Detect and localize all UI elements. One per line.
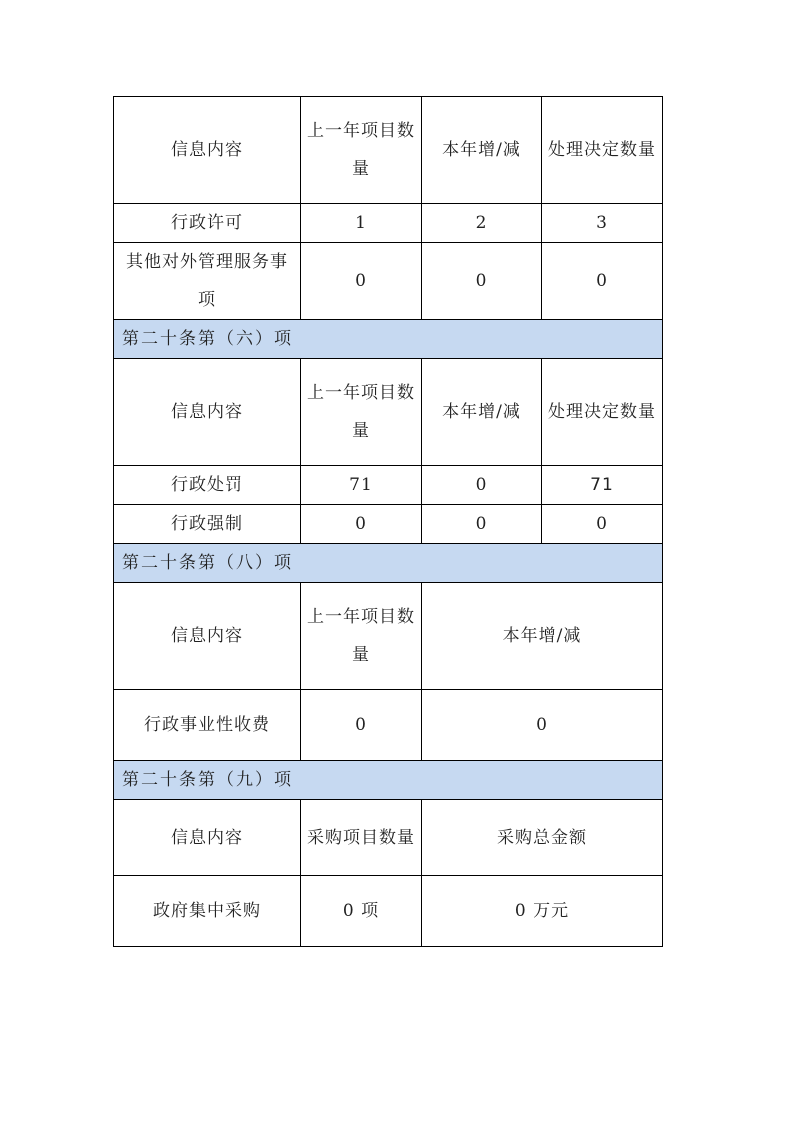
cell-value: 0 [422,690,663,761]
header-year-change: 本年增/减 [422,359,542,466]
cell-value: 0 [422,466,542,505]
table-row [114,466,663,505]
cell-value: 0 [422,243,542,320]
section-row [114,544,663,583]
table-row [114,690,663,761]
section-title: 第二十条第（八）项 [114,544,663,583]
table-header-row [114,800,663,876]
table-header-row [114,97,663,204]
row-label: 行政强制 [114,505,301,544]
table-row [114,204,663,243]
header-year-change: 本年增/减 [422,583,663,690]
header-purchase-count: 采购项目数量 [301,800,422,876]
cell-value: 71 [542,466,663,505]
header-prev-year-count: 上一年项目数量 [301,359,422,466]
cell-value: 2 [422,204,542,243]
section-title: 第二十条第（九）项 [114,761,663,800]
table-row [114,243,663,320]
cell-value: 0 [301,243,422,320]
table-header-row [114,359,663,466]
cell-value: 0 项 [301,876,422,947]
row-label: 行政许可 [114,204,301,243]
cell-value: 0 万元 [422,876,663,947]
table-header-row [114,583,663,690]
header-info-content: 信息内容 [114,97,301,204]
row-label: 政府集中采购 [114,876,301,947]
cell-value: 3 [542,204,663,243]
header-purchase-amount: 采购总金额 [422,800,663,876]
header-decision-count: 处理决定数量 [542,359,663,466]
header-decision-count: 处理决定数量 [542,97,663,204]
header-info-content: 信息内容 [114,800,301,876]
cell-value: 71 [301,466,422,505]
header-prev-year-count: 上一年项目数量 [301,583,422,690]
row-label: 行政事业性收费 [114,690,301,761]
cell-value: 0 [542,243,663,320]
section-row [114,761,663,800]
table-row [114,505,663,544]
header-info-content: 信息内容 [114,359,301,466]
info-disclosure-table [113,96,663,947]
row-label: 行政处罚 [114,466,301,505]
cell-value: 1 [301,204,422,243]
header-info-content: 信息内容 [114,583,301,690]
cell-value: 0 [542,505,663,544]
cell-value: 0 [301,690,422,761]
table-row [114,876,663,947]
header-year-change: 本年增/减 [422,97,542,204]
cell-value: 0 [301,505,422,544]
header-prev-year-count: 上一年项目数量 [301,97,422,204]
section-title: 第二十条第（六）项 [114,320,663,359]
row-label: 其他对外管理服务事项 [114,243,301,320]
cell-value: 0 [422,505,542,544]
section-row [114,320,663,359]
